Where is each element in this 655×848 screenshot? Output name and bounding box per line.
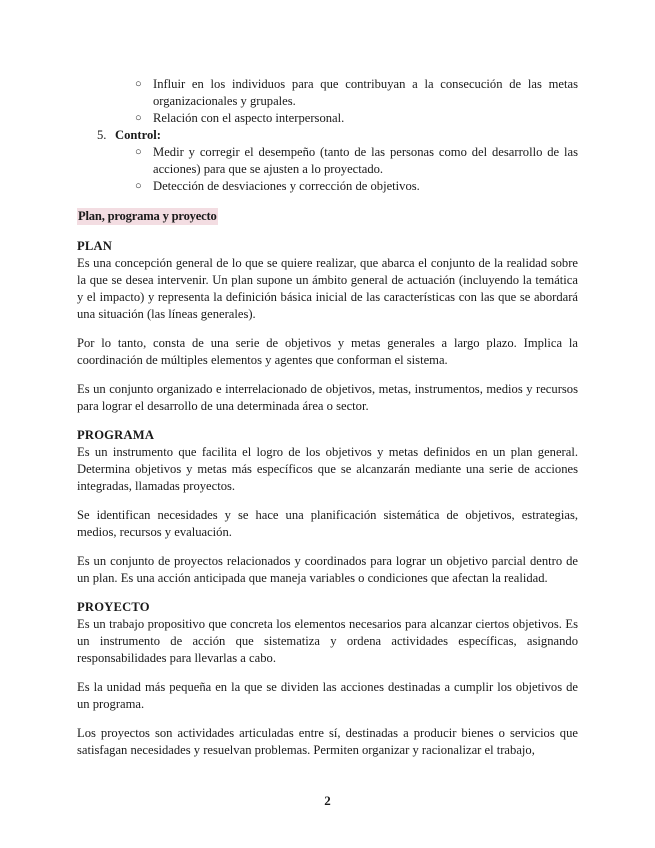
- circle-bullet-icon: ○: [135, 146, 142, 158]
- sub-list-direction: [77, 76, 578, 127]
- list-item: ○ Influir en los individuos para que contribuyan a la consecución de las metas organizacionales y grupales.: [135, 77, 578, 108]
- section-title: Plan, programa y proyecto: [78, 209, 217, 223]
- numbered-item-control: [77, 127, 578, 144]
- item-label: Control:: [115, 128, 161, 142]
- heading-proyecto: PROYECTO: [77, 600, 150, 614]
- paragraph: Es la unidad más pequeña en la que se dividen las acciones destinadas a cumplir los objetivos de un programa.: [77, 680, 578, 711]
- heading-programa: PROGRAMA: [77, 428, 155, 442]
- page-number: 2: [324, 793, 331, 808]
- circle-bullet-icon: ○: [135, 78, 142, 90]
- paragraph: Se identifican necesidades y se hace una planificación sistemática de objetivos, estrategias, medios, recursos y evaluación.: [77, 508, 578, 539]
- paragraph: Es un conjunto de proyectos relacionados y coordinados para lograr un objetivo parcial dentro de un plan. Es una acción anticipada que maneja variables o condiciones que afectan la realidad.: [77, 554, 578, 585]
- list-item: ○ Medir y corregir el desempeño (tanto de las personas como del desarrollo de las acciones) para que se ajusten a lo proyectado.: [135, 145, 578, 176]
- paragraph: Por lo tanto, consta de una serie de objetivos y metas generales a largo plazo. Implica la coordinación de múltiples elementos y agentes que conforman el sistema.: [77, 336, 578, 367]
- paragraph: Es un instrumento que facilita el logro de los objetivos y metas definidos en un plan general. Determina objetivos y metas más específicos que se alcanzarán mediante una serie de acciones integradas, llamadas proyectos.: [77, 445, 578, 493]
- sub-list-control: [77, 144, 578, 195]
- paragraph: Es un trabajo propositivo que concreta los elementos necesarios para alcanzar ciertos objetivos. Es un instrumento de acción que sistematiza y ordena actividades específicas, asignando responsabilidades para llevarlas a cabo.: [77, 617, 578, 665]
- paragraph: Es un conjunto organizado e interrelacionado de objetivos, metas, instrumentos, medios y recursos para lograr el desarrollo de una determinada área o sector.: [77, 382, 578, 413]
- list-item: ○ Relación con el aspecto interpersonal.: [135, 111, 345, 125]
- paragraph: Es una concepción general de lo que se quiere realizar, que abarca el conjunto de la realidad sobre la que se desea intervenir. Un plan supone un ámbito general de actuación (incluyendo la temática y el impacto) y representa la definición básica inicial de las características con las que se abordará una situación (las líneas generales).: [77, 256, 578, 321]
- list-item: ○ Detección de desviaciones y corrección de objetivos.: [135, 179, 420, 193]
- paragraph: Los proyectos son actividades articuladas entre sí, destinadas a producir bienes o servicios que satisfagan necesidades y resuelvan problemas. Permiten organizar y racionalizar el trabajo,: [77, 726, 578, 757]
- heading-plan: PLAN: [77, 239, 113, 253]
- circle-bullet-icon: ○: [135, 112, 142, 124]
- item-number: 5.: [97, 128, 107, 142]
- circle-bullet-icon: ○: [135, 180, 142, 192]
